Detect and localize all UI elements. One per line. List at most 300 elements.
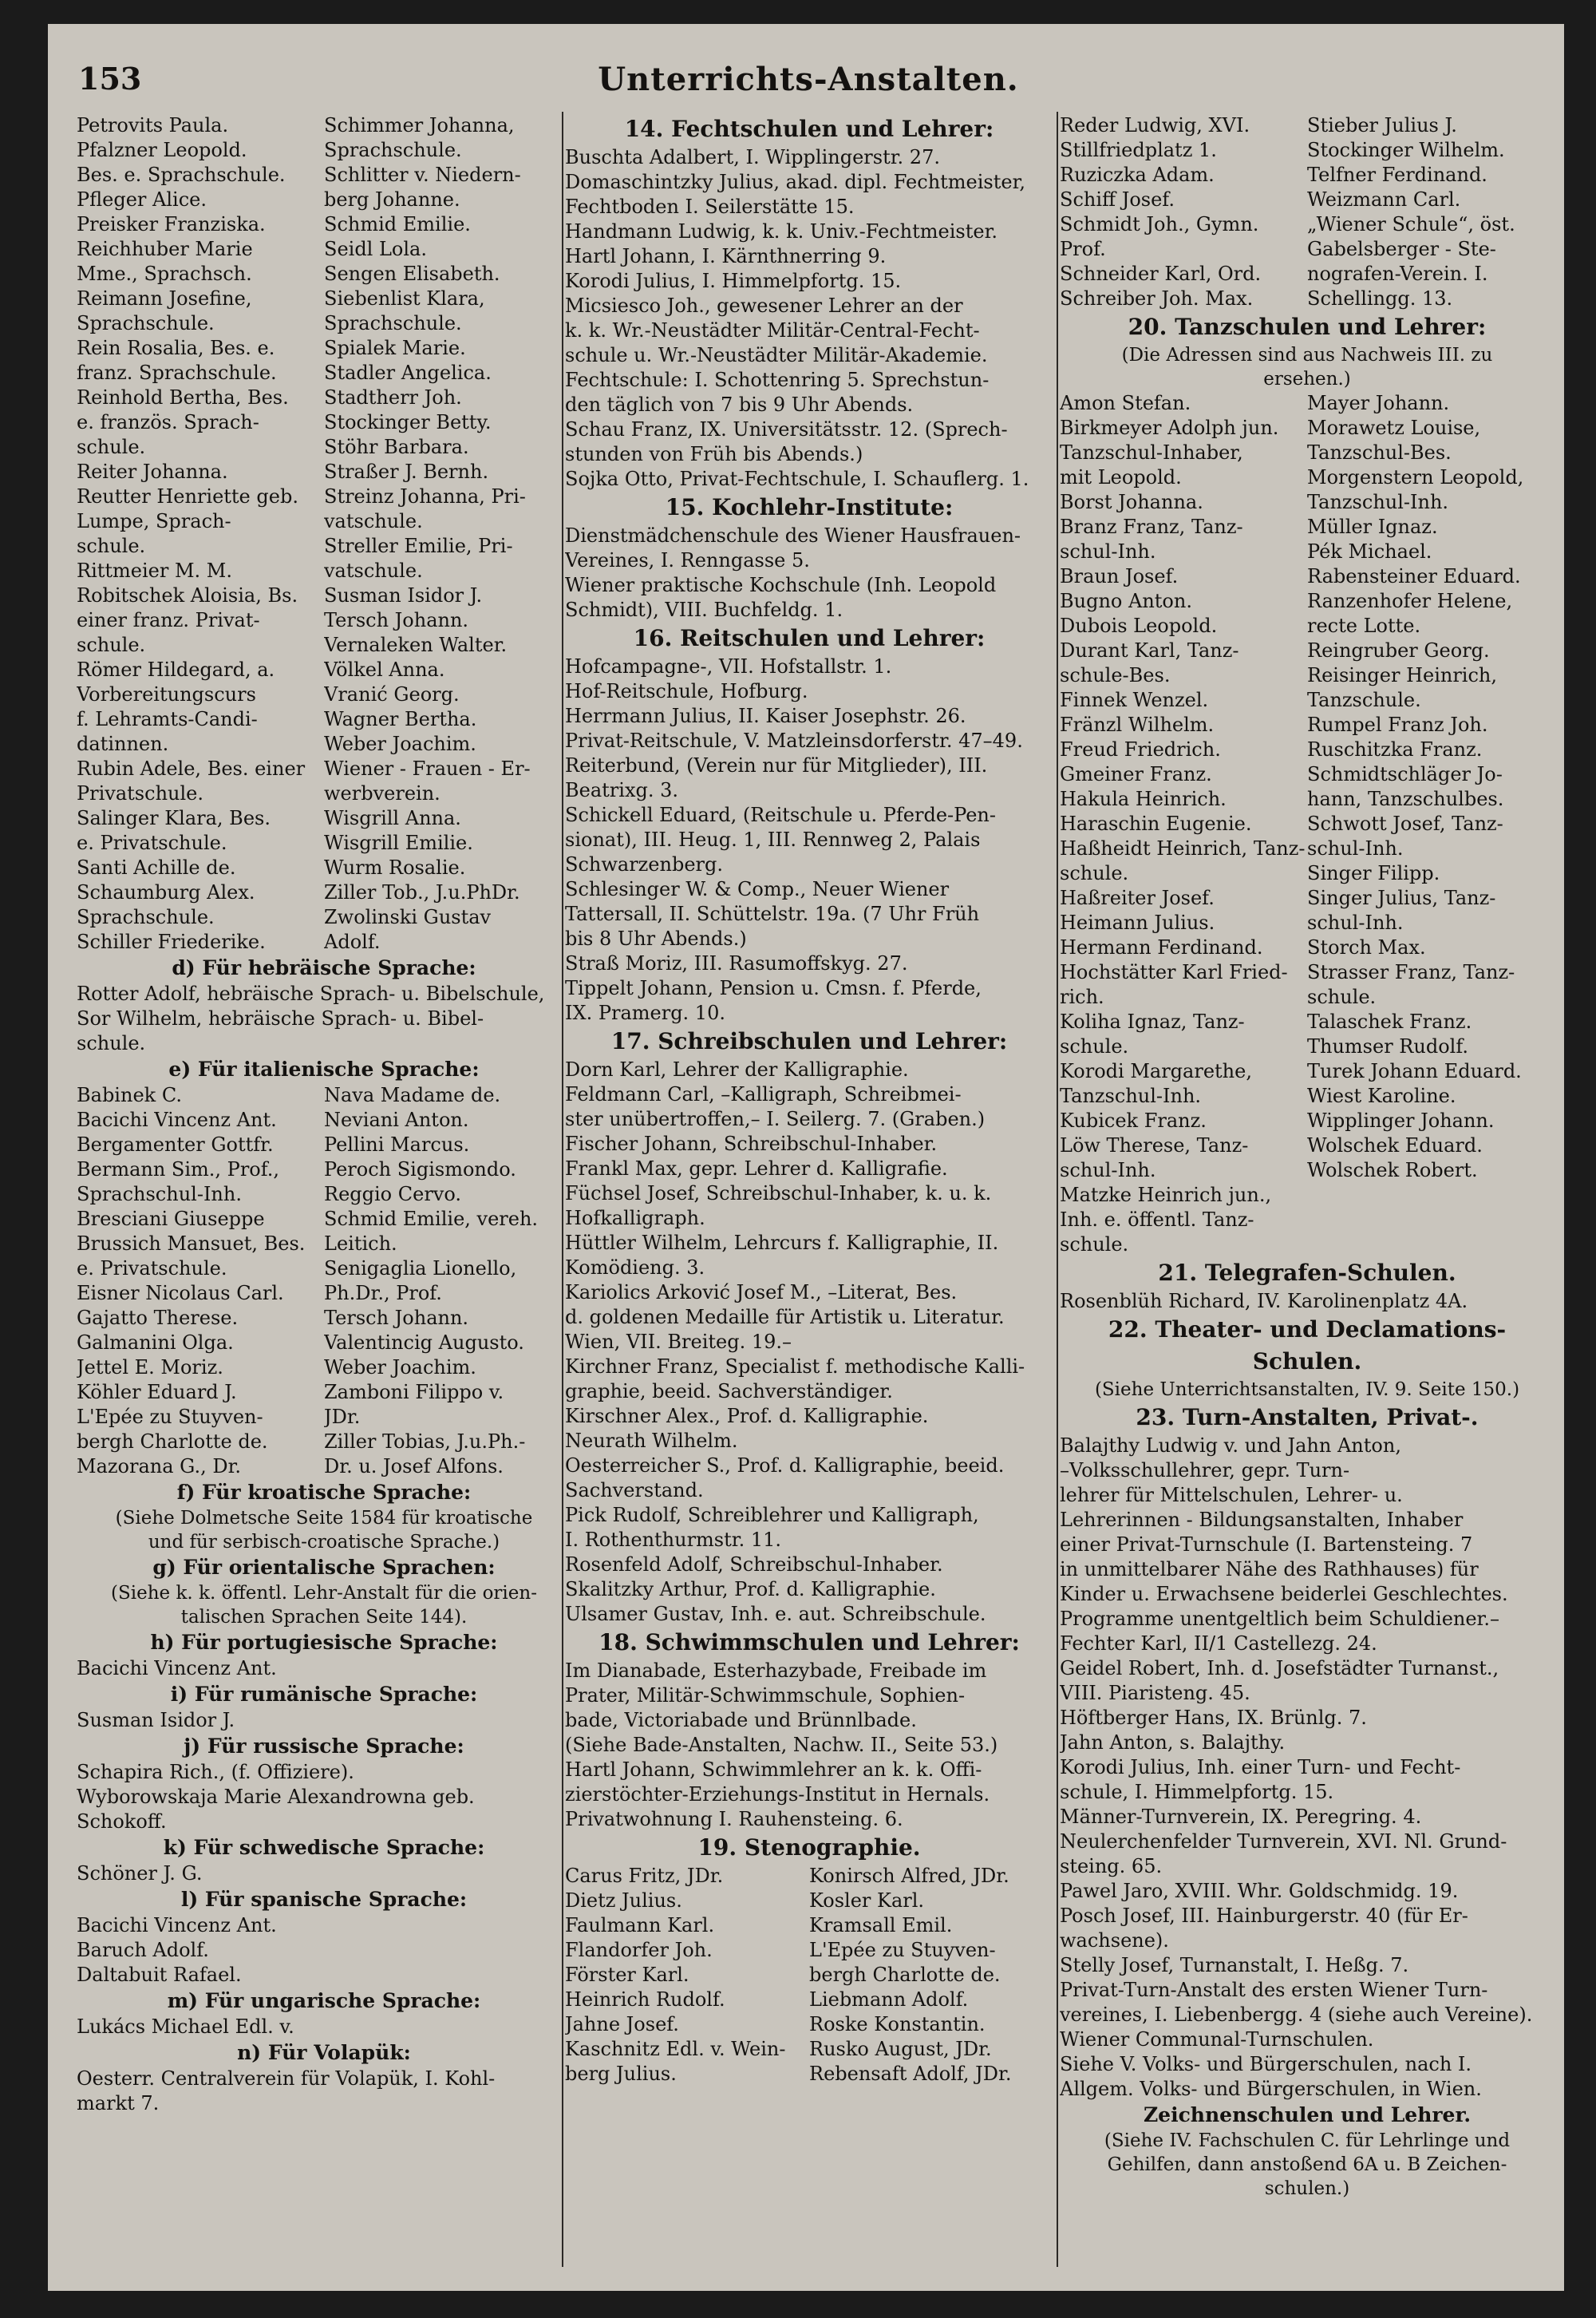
entry-cell: Schlitter v. Niedern-	[324, 164, 521, 186]
entry-cell: Braun Josef.	[1060, 565, 1179, 587]
entry-row	[1060, 688, 1555, 713]
note-line: ersehen.)	[1263, 369, 1351, 390]
entry-cell: franz. Sprachschule.	[77, 362, 277, 384]
entry-row	[77, 1157, 571, 1182]
entry-cell: Singer Julius, Tanz-	[1307, 887, 1496, 909]
entry-row	[1060, 1133, 1555, 1158]
entry-line: Sor Wilhelm, hebräische Sprach- u. Bibel-	[77, 1007, 484, 1030]
entry-cell: Tanzschul-Bes.	[1307, 441, 1452, 464]
entry-cell: Schiff Josef.	[1060, 188, 1175, 211]
entry-cell: Rumpel Franz Joh.	[1307, 714, 1488, 736]
entry-cell: Siebenlist Klara,	[324, 287, 485, 310]
entry-cell: Wisgrill Emilie.	[324, 832, 473, 854]
entry-cell: Sengen Elisabeth.	[324, 263, 500, 285]
entry-line: stunden von Früh bis Abends.)	[565, 443, 863, 465]
entry-line: bade, Victoriabade und Brünnlbade.	[565, 1709, 917, 1731]
section-heading-portuguese: h) Für portugiesische Sprache:	[150, 1631, 498, 1654]
entry-cell: Freud Friedrich.	[1060, 738, 1221, 761]
entry-line: Reiterbund, (Verein nur für Mitglieder), III.	[565, 754, 988, 777]
entry-line: Baruch Adolf.	[77, 1939, 209, 1961]
entry-line: vereines, I. Liebenbergg. 4 (siehe auch Vereine).	[1060, 2004, 1533, 2026]
entry-cell: Tersch Johann.	[324, 1307, 469, 1329]
entry-cell: Dietz Julius.	[565, 1889, 682, 1912]
entry-row	[77, 559, 571, 583]
entry-cell: e. Privatschule.	[77, 1257, 227, 1280]
entry-row	[77, 188, 571, 212]
entry-row	[1060, 911, 1555, 936]
entry-cell: Kubicek Franz.	[1060, 1110, 1207, 1132]
section-heading-fencing: 14. Fechtschulen und Lehrer:	[624, 116, 994, 142]
entry-line: Männer-Turnverein, IX. Peregring. 4.	[1060, 1806, 1422, 1828]
entry-row	[1060, 163, 1555, 188]
entry-line: Pawel Jaro, XVIII. Whr. Goldschmidg. 19.	[1060, 1880, 1459, 1902]
entry-cell: Babinek C.	[77, 1084, 182, 1106]
entry-cell: Jahne Josef.	[565, 2013, 679, 2035]
section-heading-russian: j) Für russische Sprache:	[184, 1735, 464, 1758]
section-heading-theatre: 22. Theater- und Declamations-	[1108, 1316, 1507, 1343]
section-heading-swimming: 18. Schwimmschulen und Lehrer:	[598, 1629, 1020, 1655]
entry-cell: Peroch Sigismondo.	[324, 1158, 516, 1181]
entry-line: Micsiesco Joh., gewesener Lehrer an der	[565, 295, 963, 317]
entry-row	[77, 113, 571, 138]
entry-cell: Haraschin Eugenie.	[1060, 813, 1252, 835]
entry-cell: Reichhuber Marie	[77, 238, 253, 260]
entry-cell: Rubin Adele, Bes. einer	[77, 758, 306, 780]
note-line: und für serbisch-croatische Sprache.)	[148, 1532, 500, 1553]
entry-line: Frankl Max, gepr. Lehrer d. Kalligrafie.	[565, 1157, 948, 1180]
entry-cell: Vernaleken Walter.	[324, 634, 508, 656]
entry-cell: Preisker Franziska.	[77, 213, 266, 235]
entry-cell: berg Julius.	[565, 2063, 677, 2085]
entry-cell: Schmid Emilie.	[324, 213, 471, 235]
entry-line: Bacichi Vincenz Ant.	[77, 1914, 277, 1936]
entry-line: Fischer Johann, Schreibschul-Inhaber.	[565, 1133, 938, 1155]
entry-cell: Inh. e. öffentl. Tanz-	[1060, 1208, 1254, 1231]
drawing-note	[1060, 2129, 1555, 2201]
entry-cell: Tanzschul-Inh.	[1060, 1085, 1202, 1107]
entry-line: Neurath Wilhelm.	[565, 1430, 738, 1452]
entry-cell: Hochstätter Karl Fried-	[1060, 961, 1288, 983]
entry-cell: Stadler Angelica.	[324, 362, 492, 384]
entry-line: Herrmann Julius, II. Kaiser Josephstr. 26.	[565, 705, 966, 727]
entry-row	[77, 1108, 571, 1133]
entry-line: zierstöchter-Erziehungs-Institut in Hernals.	[565, 1783, 990, 1806]
entry-line: k. k. Wr.-Neustädter Militär-Central-Fecht-	[565, 319, 980, 342]
entry-cell: Löw Therese, Tanz-	[1060, 1134, 1249, 1157]
entry-cell: Ruziczka Adam.	[1060, 164, 1215, 186]
page-header	[78, 61, 1539, 101]
entry-line: Privat-Reitschule, V. Matzleinsdorferstr. 47–49.	[565, 730, 1023, 752]
dancing-note	[1060, 343, 1555, 391]
entry-cell: vatschule.	[324, 510, 423, 532]
entry-cell: Stockinger Betty.	[324, 411, 492, 433]
entry-cell: Reder Ludwig, XVI.	[1060, 114, 1250, 136]
entry-line: Jahn Anton, s. Balajthy.	[1060, 1731, 1286, 1754]
entry-cell: Jettel E. Moriz.	[77, 1356, 223, 1379]
entry-cell: Bacichi Vincenz Ant.	[77, 1109, 277, 1131]
entry-cell: Petrovits Paula.	[77, 114, 229, 136]
entry-cell: Talaschek Franz.	[1307, 1011, 1472, 1033]
hungarian-list	[77, 2015, 571, 2039]
entry-row	[565, 2012, 1053, 2037]
entry-line: Neulerchenfelder Turnverein, XVI. Nl. Grund-	[1060, 1830, 1507, 1853]
section-heading-hungarian: m) Für ungarische Sprache:	[167, 1989, 481, 2012]
entry-line: Schöner J. G.	[77, 1862, 203, 1885]
entry-row	[77, 658, 571, 682]
entry-row	[77, 831, 571, 856]
entry-cell: Sprachschule.	[77, 312, 215, 334]
entry-row	[1060, 490, 1555, 515]
entry-row	[1060, 1183, 1555, 1208]
entry-row	[1060, 465, 1555, 490]
page-number: 153	[78, 61, 142, 97]
entry-cell: Pfleger Alice.	[77, 188, 207, 211]
entry-row	[77, 311, 571, 336]
entry-row	[77, 856, 571, 880]
entry-cell: Ranzenhofer Helene,	[1307, 590, 1513, 612]
entry-cell: Tanzschul-Inhaber,	[1060, 441, 1243, 464]
entry-row	[77, 212, 571, 237]
entry-cell: Stieber Julius J.	[1307, 114, 1457, 136]
entry-line: Schau Franz, IX. Universitätsstr. 12. (Sprech-	[565, 418, 1008, 441]
entry-cell: schule.	[1060, 1233, 1129, 1256]
entry-row	[1060, 1084, 1555, 1109]
entry-cell: Köhler Eduard J.	[77, 1381, 237, 1403]
note-line: (Die Adressen sind aus Nachweis III. zu	[1121, 345, 1493, 366]
entry-row	[77, 361, 571, 386]
entry-line: Ulsamer Gustav, Inh. e. aut. Schreibschule.	[565, 1603, 986, 1625]
entry-line: Prater, Militär-Schwimmschule, Sophien-	[565, 1684, 966, 1707]
section-heading-croatian: f) Für kroatische Sprache:	[176, 1481, 472, 1504]
entry-line: ster unübertroffen,– I. Seilerg. 7. (Graben.)	[565, 1108, 986, 1130]
entry-cell: Heinrich Rudolf.	[565, 1988, 725, 2011]
entry-cell: Robitschek Aloisia, Bs.	[77, 584, 298, 607]
entry-row	[1060, 639, 1555, 663]
entry-line: Tippelt Johann, Pension u. Cmsn. f. Pferde,	[565, 977, 982, 999]
section-heading-volapuek: n) Für Volapük:	[237, 2041, 411, 2064]
entry-cell: Reutter Henriette geb.	[77, 485, 298, 508]
oriental-note	[77, 1581, 571, 1629]
entry-row	[77, 410, 571, 435]
entry-row	[77, 485, 571, 509]
entry-line: Privatwohnung I. Rauhensteing. 6.	[565, 1808, 903, 1830]
entry-cell: JDr.	[324, 1406, 361, 1428]
entry-line: Fechtschule: I. Schottenring 5. Sprechstun-	[565, 369, 990, 391]
entry-cell: Valentincig Augusto.	[324, 1331, 524, 1354]
entry-cell: Heimann Julius.	[1060, 912, 1215, 934]
entry-cell: Kosler Karl.	[809, 1889, 925, 1912]
entry-row	[77, 707, 571, 732]
entry-row	[1060, 663, 1555, 688]
entry-row	[1060, 713, 1555, 738]
fencing-list	[565, 145, 1053, 492]
entry-row	[1060, 1034, 1555, 1059]
section-heading-spanish: l) Für spanische Sprache:	[180, 1888, 468, 1911]
entry-row	[1060, 1010, 1555, 1034]
entry-cell: Bes. e. Sprachschule.	[77, 164, 286, 186]
entry-cell: Sprachschul-Inh.	[77, 1183, 242, 1205]
entry-cell: Weber Joachim.	[324, 1356, 476, 1379]
entry-cell: Neviani Anton.	[324, 1109, 469, 1131]
entry-cell: Pfalzner Leopold.	[77, 139, 247, 161]
entry-line: Lukács Michael Edl. v.	[77, 2015, 294, 2038]
entry-row	[77, 633, 571, 658]
entry-line: Kirchner Franz, Specialist f. methodische Kalli-	[565, 1355, 1025, 1378]
entry-cell: Reingruber Georg.	[1307, 639, 1490, 662]
entry-cell: Susman Isidor J.	[324, 584, 483, 607]
entry-line: IX. Pramerg. 10.	[565, 1002, 725, 1024]
entry-line: schule u. Wr.-Neustädter Militär-Akademie.	[565, 344, 988, 366]
entry-cell: Nava Madame de.	[324, 1084, 501, 1106]
entry-cell: Sprachschule.	[324, 312, 462, 334]
entry-row	[77, 1306, 571, 1331]
entry-row	[77, 1207, 571, 1232]
entry-line: Hartl Johann, Schwimmlehrer an k. k. Offi-	[565, 1758, 982, 1781]
entry-cell: Morgenstern Leopold,	[1307, 466, 1524, 489]
entry-cell: schule.	[77, 535, 146, 557]
entry-cell: Seidl Lola.	[324, 238, 427, 260]
entry-row	[77, 1133, 571, 1157]
entry-row	[77, 1232, 571, 1256]
entry-cell: Telfner Ferdinand.	[1307, 164, 1487, 186]
entry-row	[1060, 138, 1555, 163]
entry-line: Domaschintzky Julius, akad. dipl. Fechtmeister,	[565, 171, 1026, 193]
entry-cell: Schwott Josef, Tanz-	[1307, 813, 1503, 835]
section-heading-drawing: Zeichnenschulen und Lehrer.	[1143, 2103, 1472, 2126]
entry-cell: Wipplinger Johann.	[1307, 1110, 1495, 1132]
entry-cell: schule-Bes.	[1060, 664, 1171, 686]
entry-row	[565, 1938, 1053, 1963]
column-middle	[565, 113, 1053, 2087]
entry-cell: Haßreiter Josef.	[1060, 887, 1215, 909]
entry-row	[77, 1083, 571, 1108]
entry-cell: bergh Charlotte de.	[809, 1964, 1001, 1986]
entry-row	[77, 905, 571, 930]
entry-row	[1060, 812, 1555, 837]
entry-row	[565, 2037, 1053, 2062]
entry-cell: Liebmann Adolf.	[809, 1988, 969, 2011]
entry-cell: recte Lotte.	[1307, 615, 1421, 637]
entry-cell: Schiller Friederike.	[77, 931, 266, 953]
entry-line: Rosenfeld Adolf, Schreibschul-Inhaber.	[565, 1553, 943, 1576]
entry-cell: Flandorfer Joh.	[565, 1939, 713, 1961]
entry-cell: Schimmer Johanna,	[324, 114, 515, 136]
entry-cell: Turek Johann Eduard.	[1307, 1060, 1522, 1082]
hebrew-list	[77, 982, 571, 1056]
entry-row	[77, 781, 571, 806]
entry-line: Posch Josef, III. Hainburgerstr. 40 (für Er-	[1060, 1905, 1468, 1927]
entry-cell: Pellini Marcus.	[324, 1133, 470, 1156]
entry-cell: Prof.	[1060, 238, 1106, 260]
entry-cell: Reiter Johanna.	[77, 461, 228, 483]
section-heading-swedish: k) Für schwedische Sprache:	[163, 1836, 485, 1859]
note-line: schulen.)	[1264, 2178, 1350, 2199]
stenography-list-continued	[1060, 113, 1555, 311]
cooking-list	[565, 524, 1053, 623]
entry-cell: vatschule.	[324, 560, 423, 582]
column-right	[1060, 113, 1555, 2201]
entry-cell: schul-Inh.	[1307, 912, 1404, 934]
entry-row	[1060, 1158, 1555, 1183]
entry-line: Wiener praktische Kochschule (Inh. Leopold	[565, 574, 997, 596]
entry-cell: nografen-Verein. I.	[1307, 263, 1488, 285]
entry-cell: Mme., Sprachsch.	[77, 263, 252, 285]
entry-cell: Schreiber Joh. Max.	[1060, 287, 1254, 310]
entry-line: Hartl Johann, I. Kärnthnerring 9.	[565, 245, 887, 267]
entry-line: Hofcampagne-, VII. Hofstallstr. 1.	[565, 655, 892, 678]
entry-cell: Streinz Johanna, Pri-	[324, 485, 526, 508]
entry-row	[1060, 985, 1555, 1010]
entry-line: Schickell Eduard, (Reitschule u. Pferde-Pen-	[565, 804, 996, 826]
entry-cell: Kramsall Emil.	[809, 1914, 953, 1936]
entry-line: Privat-Turn-Anstalt des ersten Wiener Turn-	[1060, 1979, 1488, 2001]
entry-cell: Amon Stefan.	[1060, 392, 1191, 414]
entry-cell: schul-Inh.	[1307, 837, 1404, 860]
entry-line: lehrer für Mittelschulen, Lehrer- u.	[1060, 1484, 1403, 1506]
entry-cell: Straßer J. Bernh.	[324, 461, 489, 483]
entry-line: Korodi Julius, Inh. einer Turn- und Fecht-	[1060, 1756, 1461, 1778]
entry-line: Tattersall, II. Schüttelstr. 19a. (7 Uhr Früh	[565, 903, 980, 925]
entry-line: Kinder u. Erwachsene beiderlei Geschlechtes.	[1060, 1583, 1508, 1605]
entry-line: markt 7.	[77, 2092, 160, 2114]
entry-cell: Stockinger Wilhelm.	[1307, 139, 1505, 161]
entry-row	[1060, 738, 1555, 762]
entry-line: Stelly Josef, Turnanstalt, I. Heßg. 7.	[1060, 1954, 1409, 1976]
entry-cell: Hermann Ferdinand.	[1060, 936, 1263, 959]
entry-cell: Haßheidt Heinrich, Tanz-	[1060, 837, 1306, 860]
entry-row	[1060, 188, 1555, 212]
entry-cell: Brussich Mansuet, Bes.	[77, 1232, 306, 1255]
croatian-note	[77, 1506, 571, 1554]
entry-row	[77, 880, 571, 905]
entry-line: schule, I. Himmelpfortg. 15.	[1060, 1781, 1334, 1803]
entry-cell: einer franz. Privat-	[77, 609, 260, 631]
entry-row	[77, 509, 571, 534]
entry-row	[1060, 416, 1555, 441]
entry-cell: Eisner Nicolaus Carl.	[77, 1282, 284, 1304]
entry-cell: Santi Achille de.	[77, 856, 236, 879]
entry-cell: Schellingg. 13.	[1307, 287, 1453, 310]
entry-line: Dorn Karl, Lehrer der Kalligraphie.	[565, 1058, 909, 1081]
entry-cell: datinnen.	[77, 733, 169, 755]
entry-cell: Vorbereitungscurs	[77, 683, 256, 706]
entry-line: Oesterreicher S., Prof. d. Kalligraphie, beeid.	[565, 1454, 1005, 1477]
entry-cell	[1307, 1232, 1555, 1257]
entry-cell: Wagner Bertha.	[324, 708, 477, 730]
entry-line: Susman Isidor J.	[77, 1709, 235, 1731]
entry-row	[77, 336, 571, 361]
entry-line: Korodi Julius, I. Himmelpfortg. 15.	[565, 270, 902, 292]
entry-row	[1060, 1208, 1555, 1232]
romanian-list	[77, 1708, 571, 1733]
entry-cell: Reimann Josefine,	[77, 287, 252, 310]
telegraph-list	[1060, 1289, 1555, 1314]
entry-line: Fechtboden I. Seilerstätte 15.	[565, 196, 855, 218]
entry-row	[1060, 564, 1555, 589]
entry-cell: f. Lehramts-Candi-	[77, 708, 258, 730]
entry-line: Wyborowskaja Marie Alexandrowna geb.	[77, 1786, 475, 1808]
entry-cell: Finnek Wenzel.	[1060, 689, 1209, 711]
section-heading-dancing: 20. Tanzschulen und Lehrer:	[1128, 314, 1487, 340]
entry-row	[77, 1454, 571, 1479]
entry-cell: Weizmann Carl.	[1307, 188, 1461, 211]
entry-line: Bacichi Vincenz Ant.	[77, 1657, 277, 1679]
entry-line: I. Rothenthurmstr. 11.	[565, 1529, 782, 1551]
entry-line: Schwarzenberg.	[565, 853, 723, 876]
section-heading-telegraph: 21. Telegrafen-Schulen.	[1158, 1260, 1456, 1286]
entry-cell: Ph.Dr., Prof.	[324, 1282, 442, 1304]
entry-row	[565, 1963, 1053, 1988]
entry-cell: Senigaglia Lionello,	[324, 1257, 517, 1280]
entry-line: Oesterr. Centralverein für Volapük, I. Kohl-	[77, 2067, 496, 2090]
entry-line: Schokoff.	[77, 1810, 167, 1833]
entry-cell: werbverein.	[324, 782, 440, 805]
entry-row	[77, 386, 571, 410]
entry-cell: Stillfriedplatz 1.	[1060, 139, 1217, 161]
entry-cell: Borst Johanna.	[1060, 491, 1203, 513]
entry-row	[565, 1988, 1053, 2012]
entry-cell: berg Johanne.	[324, 188, 460, 211]
entry-cell: Rittmeier M. M.	[77, 560, 233, 582]
entry-cell	[1307, 1208, 1555, 1232]
entry-cell: Streller Emilie, Pri-	[324, 535, 513, 557]
riding-list	[565, 655, 1053, 1026]
entry-row	[1060, 540, 1555, 564]
entry-line: Pick Rudolf, Schreiblehrer und Kalligraph,	[565, 1504, 979, 1526]
entry-cell: Kaschnitz Edl. v. Wein-	[565, 2038, 786, 2060]
section-heading-riding: 16. Reitschulen und Lehrer:	[633, 625, 986, 651]
entry-cell: e. Privatschule.	[77, 832, 227, 854]
entry-row	[1060, 960, 1555, 985]
entry-row	[1060, 113, 1555, 138]
entry-line: Wien, VII. Breiteg. 19.–	[565, 1331, 792, 1353]
entry-line: Hüttler Wilhelm, Lehrcurs f. Kalligraphie, II.	[565, 1232, 999, 1254]
gymnastics-list	[1060, 1434, 1555, 2102]
entry-cell: Tersch Johann.	[324, 609, 469, 631]
entry-cell: Ruschitzka Franz.	[1307, 738, 1483, 761]
entry-row	[1060, 886, 1555, 911]
entry-cell: Vranić Georg.	[324, 683, 460, 706]
entry-line: Siehe V. Volks- und Bürgerschulen, nach I.	[1060, 2053, 1472, 2075]
entry-row	[77, 1331, 571, 1355]
entry-line: VIII. Piaristeng. 45.	[1060, 1682, 1250, 1704]
entry-line: Schlesinger W. & Comp., Neuer Wiener	[565, 878, 950, 900]
entry-cell: Thumser Rudolf.	[1307, 1035, 1468, 1058]
entry-row	[1060, 1109, 1555, 1133]
entry-cell: Völkel Anna.	[324, 659, 445, 681]
entry-row	[1060, 837, 1555, 861]
entry-cell: schul-Inh.	[1060, 540, 1156, 563]
entry-cell: Lumpe, Sprach-	[77, 510, 231, 532]
entry-line: sionat), III. Heug. 1, III. Rennweg 2, Palais	[565, 829, 981, 851]
entry-cell: Sprachschule.	[77, 906, 215, 928]
entry-cell: Römer Hildegard, a.	[77, 659, 275, 681]
entry-line: –Volksschullehrer, gepr. Turn-	[1060, 1459, 1350, 1481]
entry-cell: Bresciani Giuseppe	[77, 1208, 265, 1230]
entry-cell: Korodi Margarethe,	[1060, 1060, 1252, 1082]
entry-row	[1060, 391, 1555, 416]
entry-cell: schule.	[1307, 986, 1377, 1008]
entry-line: wachsene).	[1060, 1929, 1169, 1952]
entry-cell: Müller Ignaz.	[1307, 516, 1438, 538]
entry-line: Straß Moriz, III. Rasumoffskyg. 27.	[565, 952, 908, 975]
section-heading-cooking: 15. Kochlehr-Institute:	[665, 494, 954, 520]
entry-cell: Storch Max.	[1307, 936, 1426, 959]
swedish-list	[77, 1861, 571, 1886]
page-title: Unterrichts-Anstalten.	[598, 61, 1019, 98]
entry-cell: Schmidtschläger Jo-	[1307, 763, 1503, 785]
entry-cell: Mazorana G., Dr.	[77, 1455, 242, 1477]
